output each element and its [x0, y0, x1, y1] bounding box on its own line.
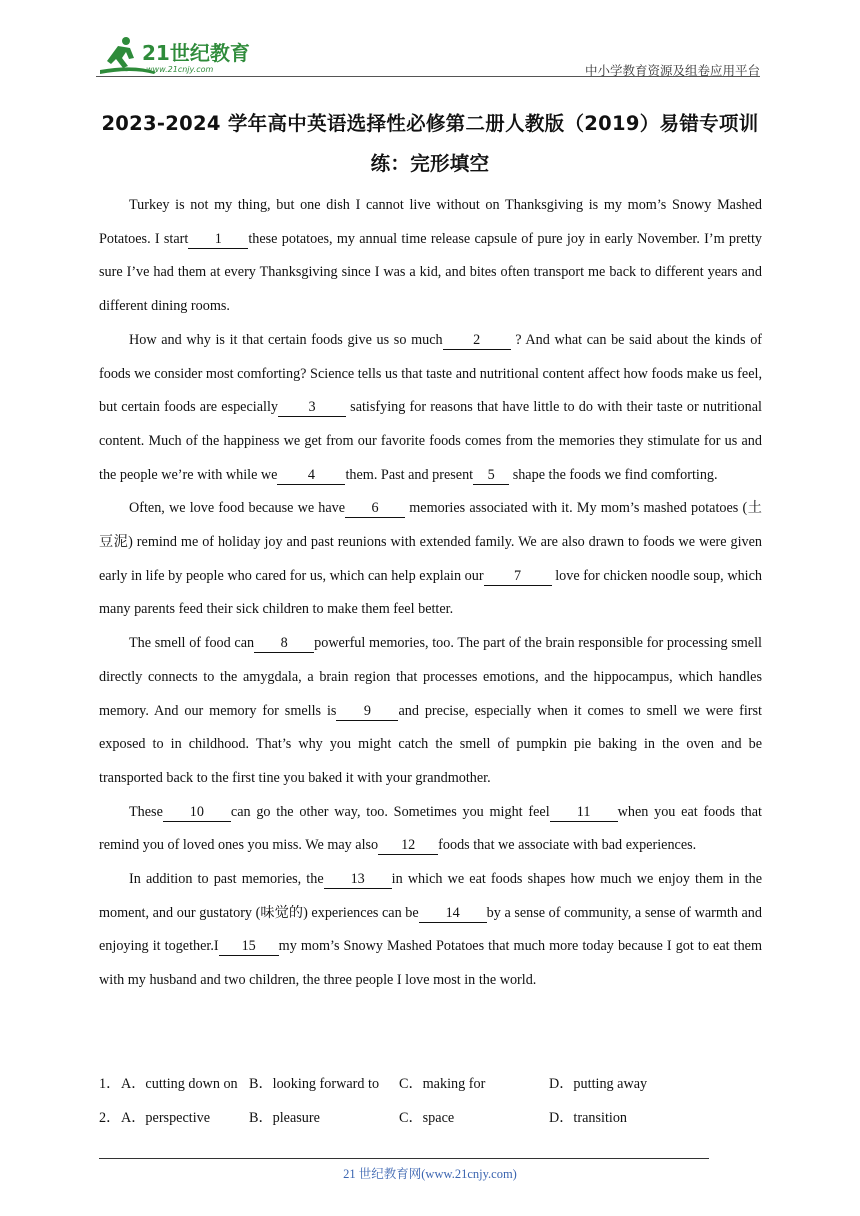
text: love for chicken noodle soup, which many parents feed their sick children to make them feel better.	[99, 567, 762, 618]
blank-9: 9	[336, 702, 398, 721]
text: ? And what can be said about the kinds of foods we consider most comforting? Science tells us that taste and nutritional content affect how foods make us feel, but certain foods are especially	[99, 331, 763, 416]
blank-8: 8	[254, 634, 314, 653]
text: by a sense of community, a sense of warmth and enjoying it together.I	[99, 904, 762, 955]
text: shape the foods we find comforting.	[509, 466, 718, 483]
page-footer: 21 世纪教育网(www.21cnjy.com)	[343, 1167, 517, 1181]
blank-13: 13	[324, 870, 392, 889]
site-logo	[96, 34, 266, 78]
text: satisfying for reasons that have little to do with their taste or nutritional content. Much of the happiness we get from our favorite foods comes from the memories they stimulate for us and the people we’re with while we	[99, 399, 762, 483]
text: when you eat foods that remind you of loved ones you miss. We may also	[99, 803, 762, 854]
blank-12: 12	[378, 836, 438, 855]
paragraph-3	[99, 492, 762, 627]
page-header	[96, 34, 760, 78]
logo-text: 21世纪教育	[142, 41, 250, 65]
text: These	[129, 803, 163, 820]
text: The smell of food can	[129, 635, 255, 652]
page-title	[96, 104, 764, 184]
paragraph-6	[99, 863, 762, 998]
paragraph-1	[99, 189, 762, 324]
option-d: D．putting away	[549, 1076, 648, 1092]
text: can go the other way, too. Sometimes you might feel	[230, 803, 550, 820]
blank-2: 2	[443, 331, 511, 350]
text: foods that we associate with bad experiences.	[438, 837, 697, 854]
text: memories associated with it. My mom’s mashed potatoes (土豆泥) remind me of holiday joy and past reunions with extended family. We are also drawn to foods we were given early in life by people who cared for us, which can help explain our	[99, 500, 762, 584]
blank-3: 3	[278, 398, 346, 417]
logo-url: www.21cnjy.com	[146, 65, 214, 74]
blank-10: 10	[163, 803, 231, 822]
option-d: D．transition	[549, 1110, 628, 1126]
paragraph-2	[99, 324, 762, 493]
blank-1: 1	[188, 230, 248, 249]
paragraph-5	[99, 796, 762, 863]
platform-tagline: 中小学教育资源及组卷应用平台	[584, 64, 760, 78]
text: in which we eat foods shapes how much we enjoy them in the moment, and our gustatory (味觉的) experiences can be	[99, 871, 763, 921]
option-b: B．looking forward to	[249, 1076, 380, 1092]
header-divider	[96, 76, 760, 77]
text: Often, we love food because we have	[129, 500, 346, 517]
option-a: A．cutting down on	[121, 1076, 238, 1092]
blank-14: 14	[419, 904, 487, 923]
text: How and why is it that certain foods give us so much	[129, 331, 443, 348]
text: my mom’s Snowy Mashed Potatoes that much more today because I got to eat them with my husband and two children, the three people I love most in the world.	[99, 938, 762, 989]
passage	[99, 189, 762, 998]
text: these potatoes, my annual time release capsule of pure joy in early November. I’m pretty sure I’ve had them at every Thanksgiving since I was a kid, and bites often transport me back to different years and different dining rooms.	[99, 230, 762, 315]
option-a: A．perspective	[121, 1110, 211, 1126]
text: powerful memories, too. The part of the brain responsible for processing smell directly connects to the amygdala, a brain region that processes emotions, and the hippocampus, which handles memory. And our memory for smells is	[99, 635, 762, 719]
footer-divider	[99, 1158, 709, 1159]
text: them. Past and present	[345, 466, 474, 483]
text: In addition to past memories, the	[129, 871, 324, 888]
blank-4: 4	[277, 466, 345, 485]
option-c: C．space	[399, 1110, 455, 1126]
blank-15: 15	[219, 937, 279, 956]
title-line-1: 2023-2024 学年高中英语选择性必修第二册人教版（2019）易错专项训	[101, 112, 759, 135]
blank-5: 5	[473, 466, 509, 485]
title-line-2: 练：完形填空	[370, 152, 490, 175]
question-number: 1．	[99, 1076, 121, 1092]
question-number: 2．	[99, 1110, 121, 1126]
text: Turkey is not my thing, but one dish I cannot live without on Thanksgiving is my mom’s Snowy Mashed Potatoes. I start	[99, 197, 762, 247]
option-b: B．pleasure	[249, 1110, 320, 1126]
blank-11: 11	[550, 803, 618, 822]
paragraph-4	[99, 627, 762, 796]
option-c: C．making for	[399, 1076, 486, 1092]
blank-7: 7	[484, 567, 552, 586]
text: and precise, especially when it comes to smell we were first exposed to in childhood. That’s why you might catch the smell of pumpkin pie baking in the oven and be transported back to the first tine you baked it with your grandmother.	[99, 702, 762, 786]
blank-6: 6	[345, 499, 405, 518]
